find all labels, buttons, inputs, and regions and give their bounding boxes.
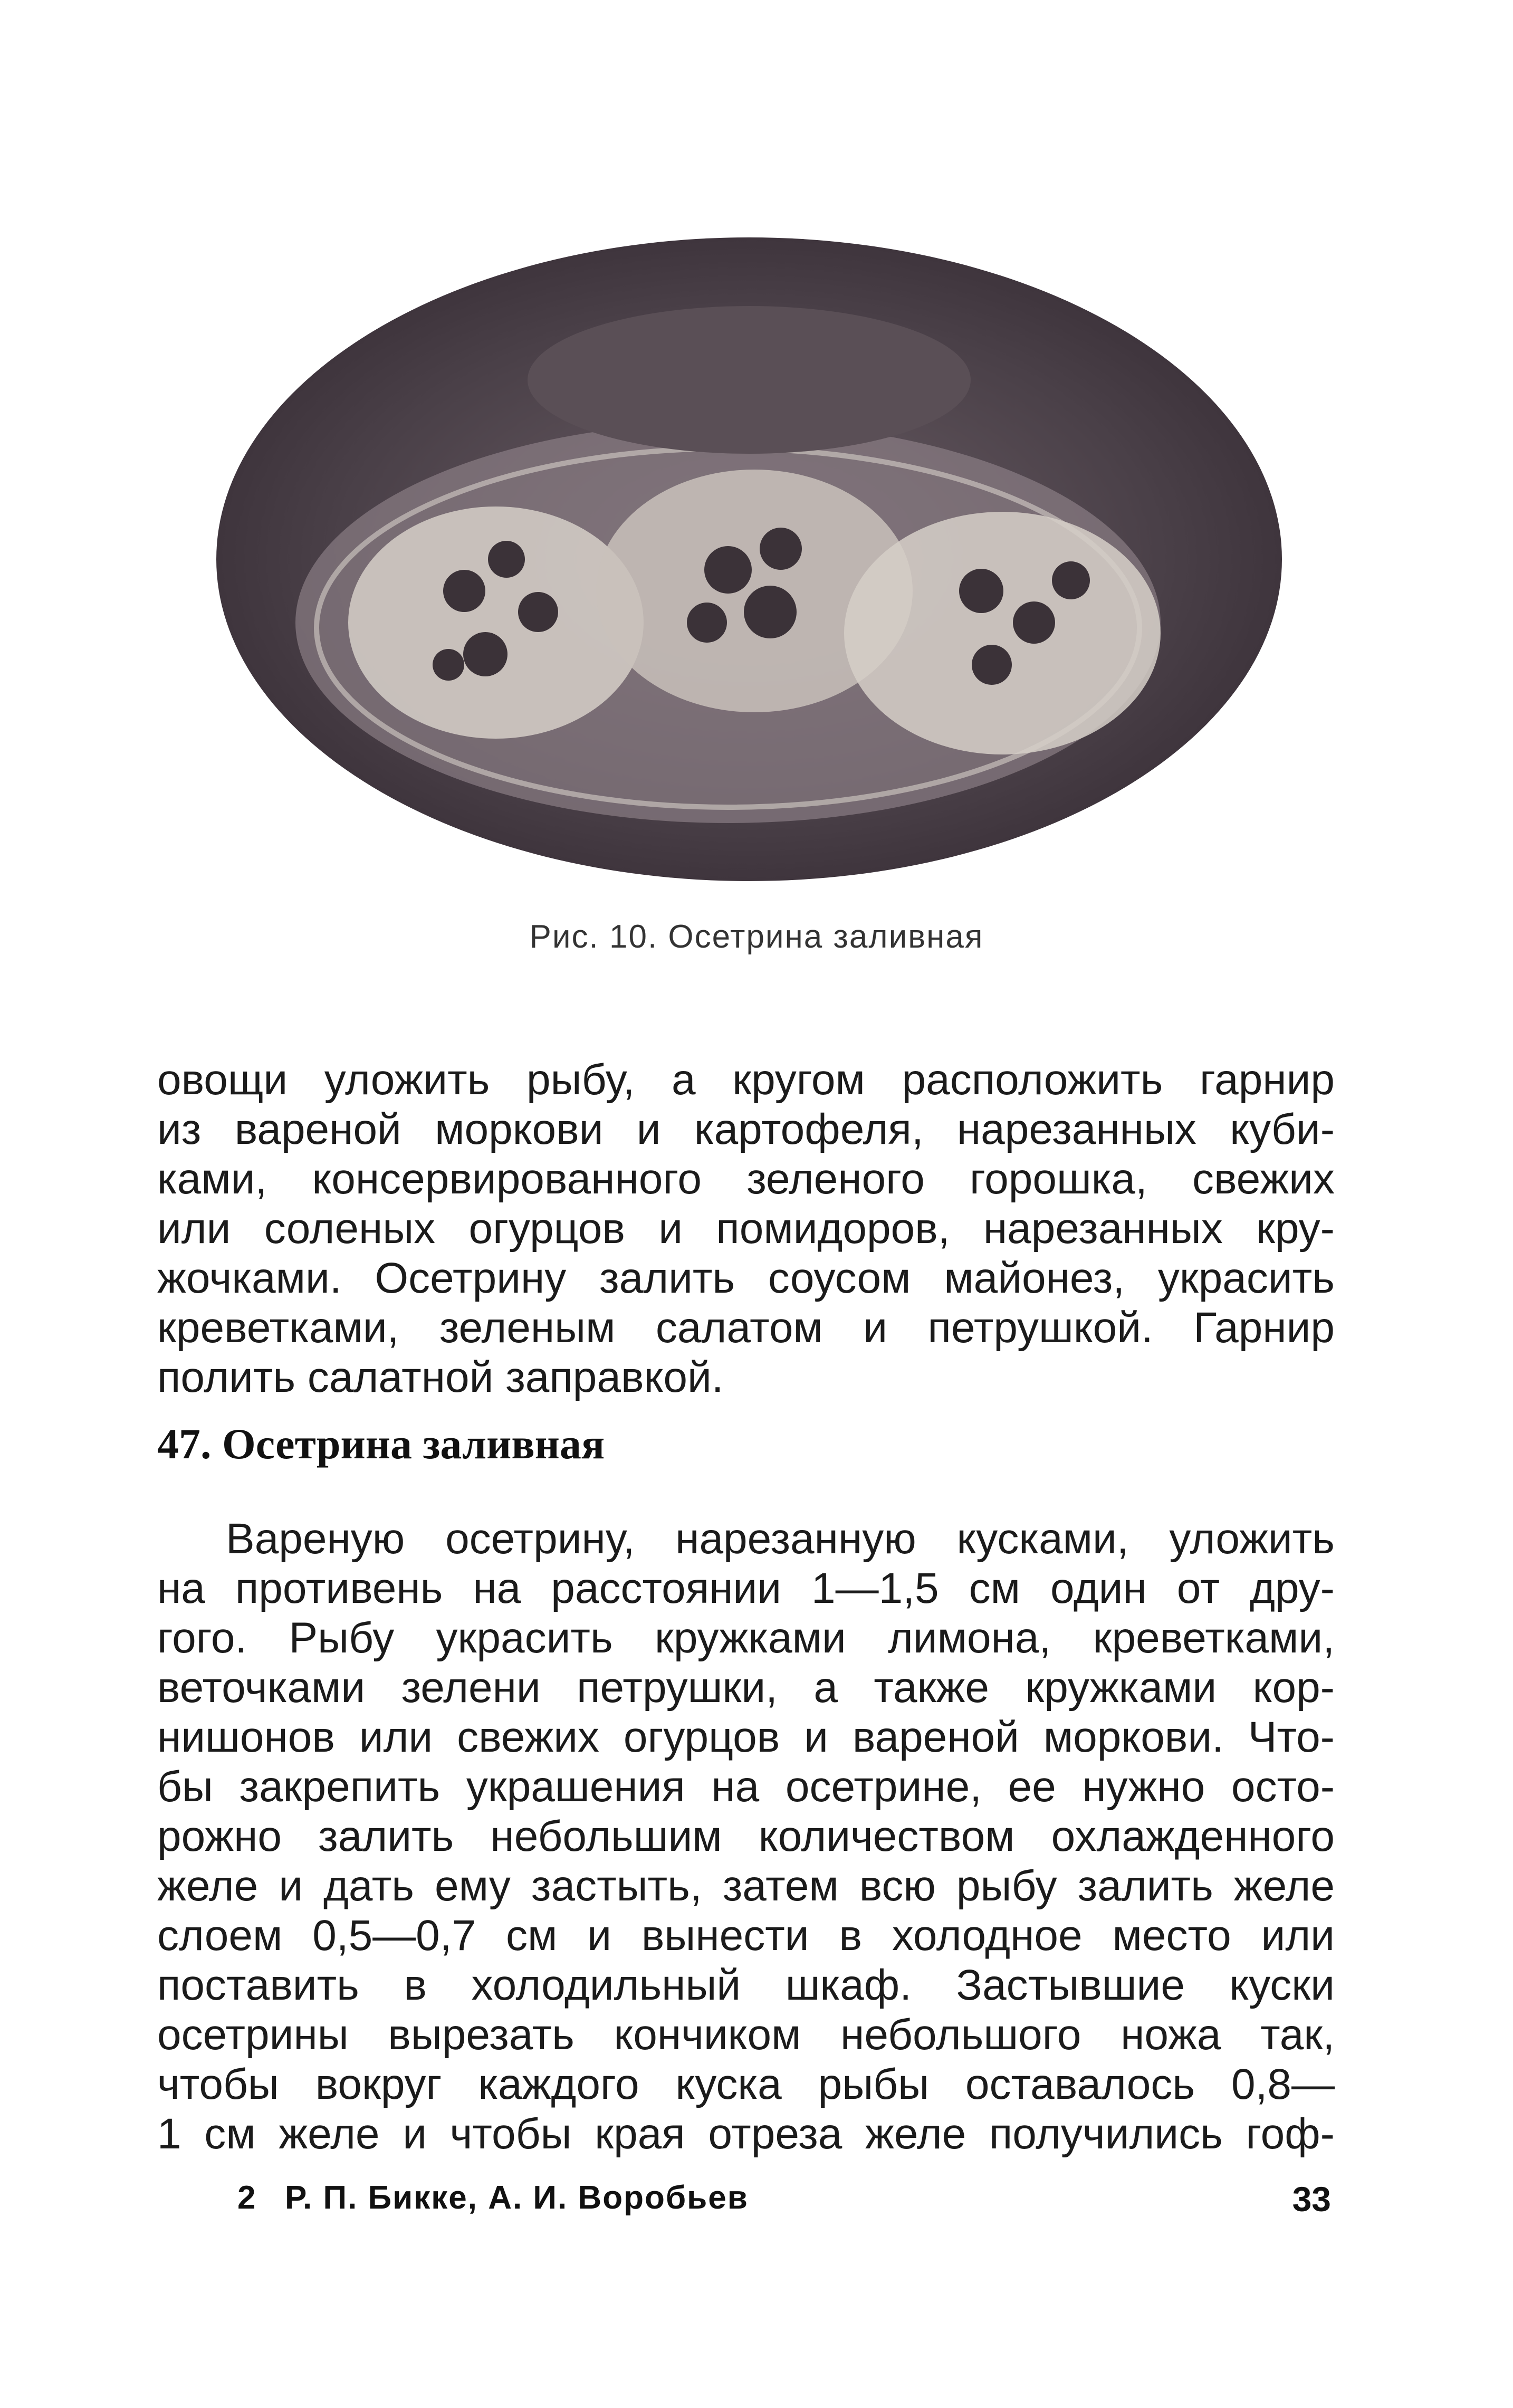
author-line: Р. П. Бикке, А. И. Воробьев — [285, 2180, 749, 2216]
text-line: на противень на расстоянии 1—1,5 см один от дру- — [157, 1564, 1335, 1612]
text-line: полить салатной заправкой. — [157, 1353, 724, 1401]
figure-photo-plate — [200, 190, 1298, 918]
text-line: желе и дать ему застыть, затем всю рыбу залить желе — [157, 1862, 1335, 1910]
text-line: веточками зелени петрушки, а также кружками кор- — [157, 1664, 1335, 1712]
text-line: нишонов или свежих огурцов и вареной моркови. Что- — [157, 1713, 1335, 1761]
text-line: чтобы вокруг каждого куска рыбы оставалось 0,8— — [157, 2060, 1335, 2108]
text-line: Вареную осетрину, нарезанную кусками, уложить — [226, 1515, 1335, 1563]
text-line: из вареной моркови и картофеля, нарезанных куби- — [157, 1105, 1335, 1153]
text-line: гого. Рыбу украсить кружками лимона, креветками, — [157, 1614, 1335, 1662]
text-line: или соленых огурцов и помидоров, нарезанных кру- — [157, 1205, 1335, 1253]
text-line: поставить в холодильный шкаф. Застывшие куски — [157, 1961, 1335, 2009]
text-line: слоем 0,5—0,7 см и вынести в холодное место или — [157, 1912, 1335, 1960]
paragraph-recipe — [157, 1514, 1335, 2159]
signature-mark: 2 — [237, 2180, 256, 2216]
top-garnish — [528, 306, 971, 454]
text-line: рожно залить небольшим количеством охлажденного — [157, 1812, 1335, 1860]
page-footer — [0, 2179, 1513, 2221]
text-line: осетрины вырезать кончиком небольшого ножа так, — [157, 2011, 1335, 2059]
fish-piece-right — [844, 512, 1161, 754]
text-line: ками, консервированного зеленого горошка, свежих — [157, 1155, 1335, 1203]
fish-piece-left — [348, 507, 644, 739]
text-line: жочками. Осетрину залить соусом майонез, украсить — [157, 1254, 1335, 1302]
text-line: бы закрепить украшения на осетрине, ее нужно осто- — [157, 1763, 1335, 1811]
text-line: креветками, зеленым салатом и петрушкой. Гарнир — [157, 1304, 1335, 1352]
section-heading: 47. Осетрина заливная — [157, 1420, 605, 1468]
figure-caption: Рис. 10. Осетрина заливная — [529, 919, 984, 955]
text-line: овощи уложить рыбу, а кругом расположить гарнир — [157, 1056, 1335, 1104]
plate-illustration — [200, 190, 1298, 918]
paragraph-continuation — [157, 1055, 1335, 1402]
page-number: 33 — [1292, 2180, 1331, 2219]
text-line: 1 см желе и чтобы края отреза желе получились гоф- — [157, 2110, 1335, 2158]
